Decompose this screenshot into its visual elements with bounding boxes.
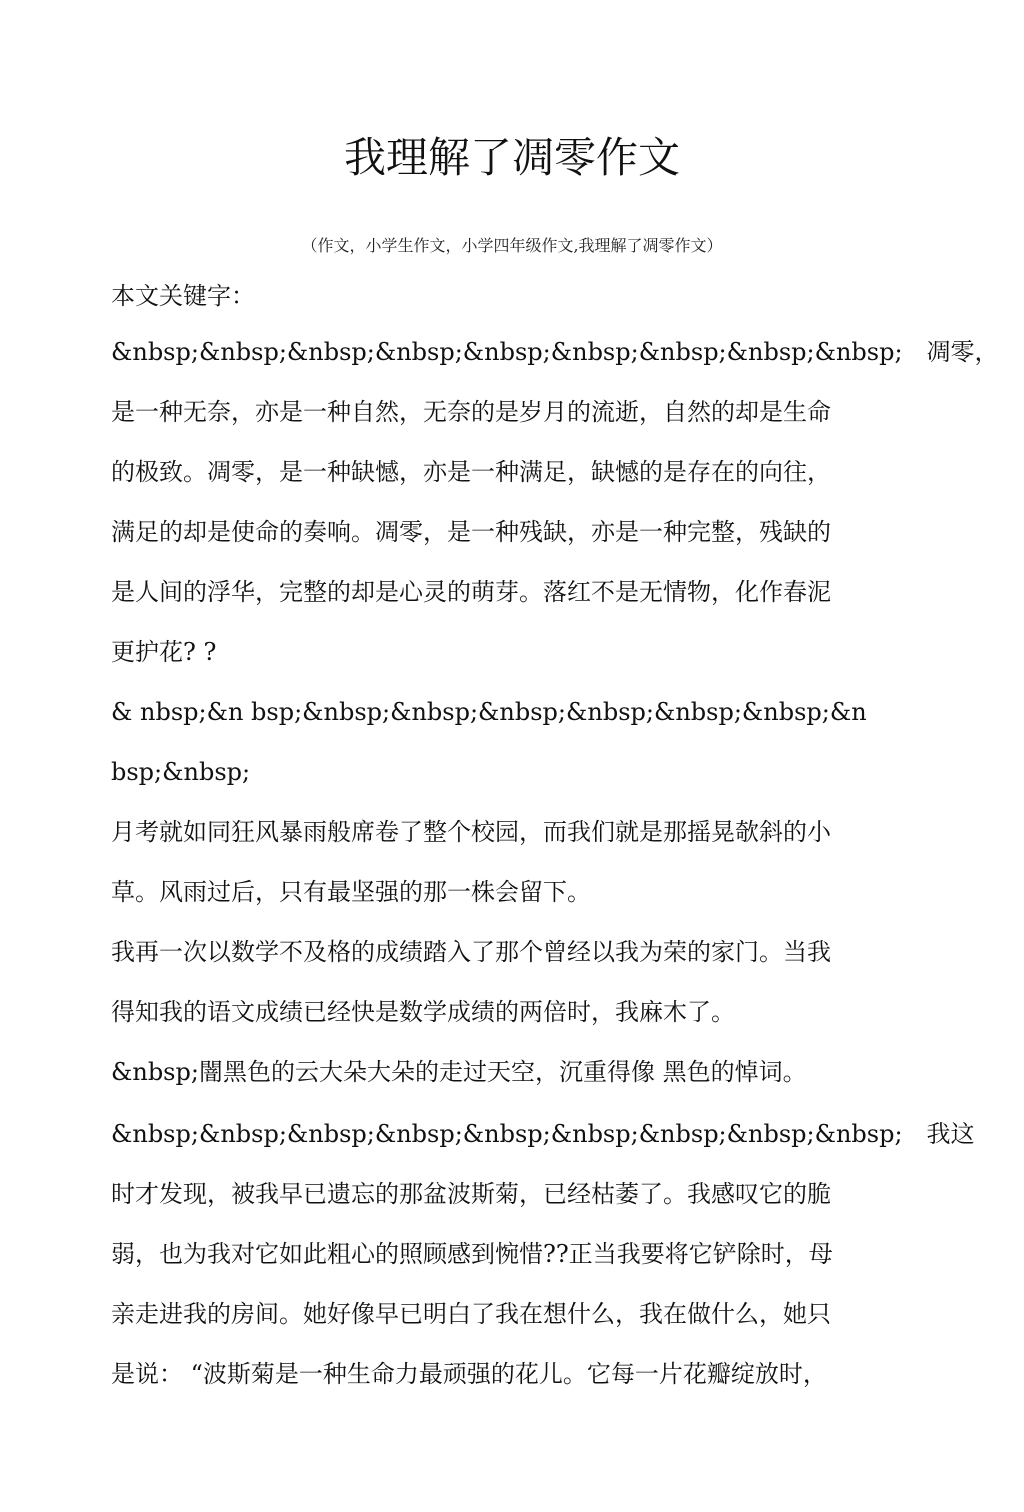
body-line: 是说： “波斯菊是一种生命力最顽强的花儿。它每一片花瓣绽放时，: [111, 1360, 827, 1388]
body-line: 得知我的语文成绩已经快是数学成绩的两倍时，我麻木了。: [111, 998, 735, 1026]
body-line: &nbsp;闇黑色的云大朵大朵的走过天空，沉重得像 黑色的悼词。: [111, 1058, 807, 1086]
body-line: 本文关键字：: [111, 282, 255, 310]
body-line: &nbsp;&nbsp;&nbsp;&nbsp;&nbsp;&nbsp;&nbsp;&nbsp;&nbsp; 我这: [111, 1120, 975, 1148]
body-line: 是一种无奈，亦是一种自然，无奈的是岁月的流逝，自然的却是生命: [111, 398, 831, 426]
body-line: 我再一次以数学不及格的成绩踏入了那个曾经以我为荣的家门。当我: [111, 938, 831, 966]
document-subtitle: （作文，小学生作文，小学四年级作文,我理解了凋零作文）: [301, 236, 723, 255]
body-line: &nbsp;&nbsp;&nbsp;&nbsp;&nbsp;&nbsp;&nbsp;&nbsp;&nbsp; 凋零，: [111, 338, 999, 366]
body-line: 满足的却是使命的奏响。凋零，是一种残缺，亦是一种完整，残缺的: [111, 518, 831, 546]
body-line: 弱，也为我对它如此粗心的照顾感到惋惜??正当我要将它铲除时，母: [111, 1240, 833, 1268]
body-line: 亲走进我的房间。她好像早已明白了我在想什么，我在做什么，她只: [111, 1300, 831, 1328]
body-line: 的极致。凋零，是一种缺憾，亦是一种满足，缺憾的是存在的向往，: [111, 458, 831, 486]
body-line: 是人间的浮华，完整的却是心灵的萌芽。落红不是无情物，化作春泥: [111, 578, 831, 606]
document-title: 我理解了凋零作文: [343, 133, 680, 182]
body-line: 月考就如同狂风暴雨般席卷了整个校园，而我们就是那摇晃欹斜的小: [111, 818, 831, 846]
body-line: 草。风雨过后，只有最坚强的那一株会留下。: [111, 878, 591, 906]
body-line: bsp;&nbsp;: [111, 758, 251, 786]
body-line: & nbsp;&n bsp;&nbsp;&nbsp;&nbsp;&nbsp;&nbsp;&nbsp;&n: [111, 698, 867, 726]
body-line: 更护花? ?: [111, 638, 217, 666]
body-line: 时才发现，被我早已遗忘的那盆波斯菊，已经枯萎了。我感叹它的脆: [111, 1180, 831, 1208]
